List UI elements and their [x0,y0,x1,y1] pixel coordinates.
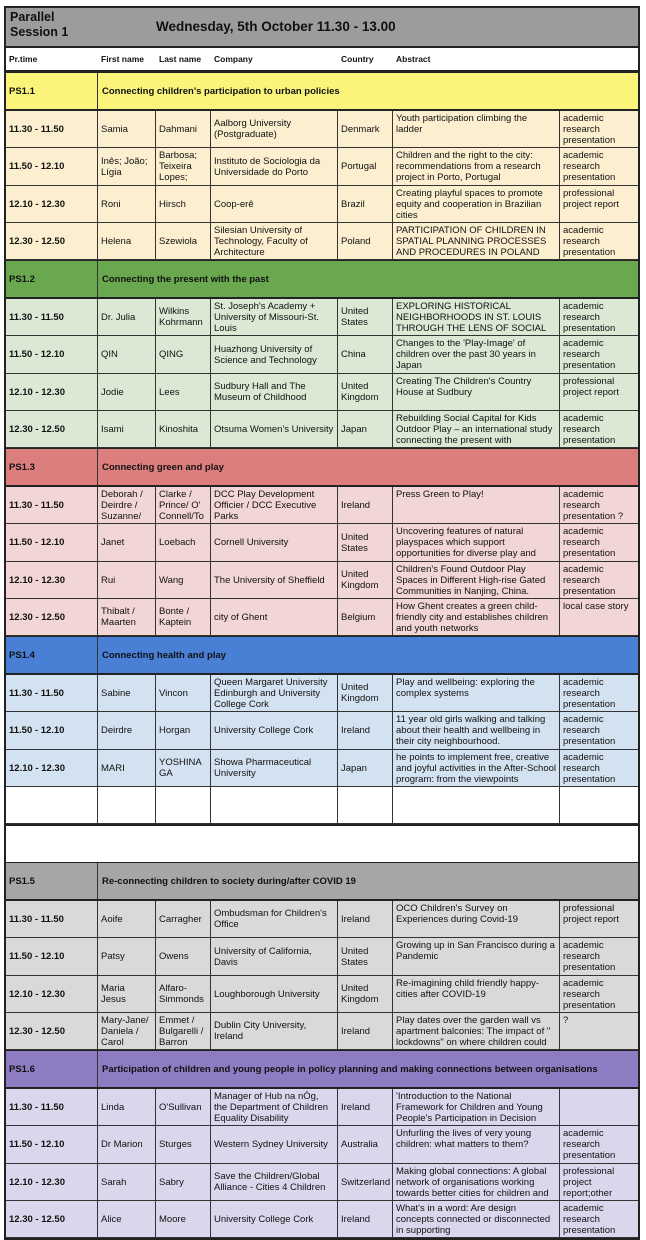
last-name-cell: Horgan [156,712,211,749]
table-row [6,1164,638,1201]
schedule-table [4,6,640,1240]
col-header-type [560,48,638,70]
presentation-type-cell: academic research presentation [563,526,616,559]
last-name-cell: Owens [156,938,211,975]
table-row [6,299,638,336]
time-cell: 12.30 - 12.50 [6,411,98,447]
first-name-cell: Dr. Julia [98,299,156,335]
abstract-cell: 'Introduction to the National Framework for Children and Young People's Participation in Decision [393,1089,560,1125]
col-header-country: Country [341,54,374,64]
country-cell: United Kingdom [338,976,393,1012]
time-cell: 11.50 - 12.10 [6,712,98,749]
table-row [6,1126,638,1164]
time-cell: 11.30 - 11.50 [6,111,98,147]
section-title: Re-connecting children to society during/after COVID 19 [102,875,356,887]
section-header [6,862,638,901]
last-name-cell: Moore [156,1201,211,1237]
first-name-cell: Sarah [98,1164,156,1200]
company-cell: Save the Children/Global Alliance - Cities 4 Children [211,1164,338,1200]
presentation-type-cell: academic research presentation [563,150,616,183]
table-row [6,901,638,938]
last-name-cell: Carragher [156,901,211,937]
abstract-cell: Uncovering features of natural playspaces which support opportunities for diverse play and [393,524,560,561]
empty-row [6,787,638,824]
time-cell: 12.10 - 12.30 [6,562,98,598]
company-cell: Aalborg University (Postgraduate) [211,111,338,147]
company-cell: Instituto de Sociologia da Universidade do Porto [211,148,338,185]
country-cell: China [338,336,393,373]
country-cell: Ireland [338,1089,393,1125]
abstract-cell: EXPLORING HISTORICAL NEIGHBORHOODS IN ST. LOUIS THROUGH THE LENS OF SOCIAL [393,299,560,335]
last-name-cell: Szewiola [156,223,211,259]
abstract-cell: Re-imagining child friendly happy-cities after COVID-19 [393,976,560,1012]
time-cell: 11.50 - 12.10 [6,524,98,561]
first-name-cell: Samia [98,111,156,147]
last-name-cell: Sturges [156,1126,211,1163]
abstract-cell: Changes to the 'Play-Image' of children over the past 30 years in Japan [393,336,560,373]
last-name-cell: Clarke / Prince/ O' Connell/To [156,487,211,523]
last-name-cell: Bonte / Kaptein [156,599,211,635]
country-cell: Japan [338,750,393,786]
presentation-type-cell: academic research presentation [563,714,616,747]
time-cell: 12.30 - 12.50 [6,1013,98,1049]
section-spacer [6,824,638,862]
company-cell: Showa Pharmaceutical University [211,750,338,786]
col-header-last-name: Last name [159,54,202,64]
time-cell: 11.50 - 12.10 [6,938,98,975]
last-name-cell: Barbosa; Teixeira Lopes; [156,148,211,185]
time-cell: 11.50 - 12.10 [6,1126,98,1163]
first-name-cell: Alice [98,1201,156,1237]
empty-cell [6,787,98,823]
last-name-cell: Hirsch [156,186,211,222]
presentation-type-cell: academic research presentation [563,940,616,973]
section-code: PS1.6 [6,1051,98,1087]
time-cell: 12.30 - 12.50 [6,223,98,259]
table-row [6,186,638,223]
abstract-cell: Youth participation climbing the ladder [393,111,560,147]
abstract-cell: Making global connections: A global network of organisations working towards better cities for children and [393,1164,560,1200]
company-cell: Ombudsman for Children's Office [211,901,338,937]
company-cell: University College Cork [211,1201,338,1237]
table-row [6,1201,638,1238]
table-row [6,111,638,148]
presentation-type-cell: academic research presentation [563,225,616,258]
abstract-cell: Press Green to Play! [393,487,560,523]
presentation-type-cell: ? [563,1015,569,1026]
table-row [6,1089,638,1126]
company-cell: Sudbury Hall and The Museum of Childhood [211,374,338,410]
time-cell: 11.50 - 12.10 [6,336,98,373]
presentation-type-cell: academic research presentation [563,978,616,1011]
country-cell: Ireland [338,901,393,937]
abstract-cell: Growing up in San Francisco during a Pandemic [393,938,560,975]
abstract-cell: PARTICIPATION OF CHILDREN IN SPATIAL PLANNING PROCESSES AND PROCEDURES IN POLAND [393,223,560,259]
company-cell: Queen Margaret University Edinburgh and University College Cork [211,675,338,711]
table-row [6,1013,638,1050]
presentation-type-cell: academic research presentation ? [563,489,624,522]
empty-cell [393,787,560,823]
country-cell: Japan [338,411,393,447]
country-cell: Australia [338,1126,393,1163]
country-cell: Ireland [338,712,393,749]
country-cell: United States [338,299,393,335]
table-row [6,336,638,374]
time-cell: 12.30 - 12.50 [6,1201,98,1237]
section-title: Connecting children's participation to urban policies [102,85,340,97]
company-cell: Loughborough University [211,976,338,1012]
first-name-cell: Helena [98,223,156,259]
first-name-cell: Sabine [98,675,156,711]
last-name-cell: Kinoshita [156,411,211,447]
first-name-cell: Deirdre [98,712,156,749]
presentation-type-cell [560,1089,638,1125]
company-cell: Dublin City University, Ireland [211,1013,338,1049]
presentation-type-cell: professional project report [563,188,619,210]
last-name-cell: Loebach [156,524,211,561]
session-label: Parallel Session 1 [10,10,69,39]
table-row [6,599,638,636]
company-cell: St. Joseph's Academy + University of Missouri-St. Louis [211,299,338,335]
empty-cell [560,787,638,823]
abstract-cell: What's in a word: Are design concepts connected or disconnected in supporting [393,1201,560,1237]
presentation-type-cell: academic research presentation [563,752,616,785]
company-cell: University of California, Davis [211,938,338,975]
presentation-type-cell: academic research presentation [563,338,616,371]
first-name-cell: Jodie [98,374,156,410]
last-name-cell: Wilkins Kohrmann [156,299,211,335]
time-cell: 12.10 - 12.30 [6,374,98,410]
table-row [6,976,638,1013]
abstract-cell: Rebuilding Social Capital for Kids Outdoor Play – an international study connecting the present with [393,411,560,447]
first-name-cell: Isami [98,411,156,447]
first-name-cell: Linda [98,1089,156,1125]
section-title: Connecting health and play [102,649,227,661]
table-row [6,750,638,787]
presentation-type-cell: professional project report [563,903,619,925]
section-title: Participation of children and young people in policy planning and making connections between organisations [102,1063,598,1075]
country-cell: United Kingdom [338,562,393,598]
col-header-first-name: First name [101,54,144,64]
first-name-cell: Thibalt / Maarten [98,599,156,635]
time-cell: 12.10 - 12.30 [6,976,98,1012]
time-cell: 12.10 - 12.30 [6,1164,98,1200]
section-title: Connecting the present with the past [102,273,269,285]
country-cell: Switzerland [338,1164,393,1200]
presentation-type-cell: academic research presentation [563,1128,616,1161]
abstract-cell: Play and wellbeing: exploring the complex systems [393,675,560,711]
abstract-cell: Play dates over the garden wall vs apartment balconies: The impact of " lockdowns" on where children could [393,1013,560,1049]
country-cell: United States [338,524,393,561]
country-cell: Ireland [338,1201,393,1237]
presentation-type-cell: academic research presentation [563,1203,616,1236]
col-header-time: Pr.time [9,54,38,64]
section-header [6,636,638,675]
country-cell: Belgium [338,599,393,635]
abstract-cell: Unfurling the lives of very young children: what matters to them? [393,1126,560,1163]
column-header-row [6,48,638,72]
table-row [6,487,638,524]
first-name-cell: Maria Jesus [98,976,156,1012]
col-header-abstract: Abstract [396,54,431,64]
company-cell: city of Ghent [211,599,338,635]
presentation-type-cell: academic research presentation [563,677,616,710]
country-cell: United Kingdom [338,675,393,711]
company-cell: Western Sydney University [211,1126,338,1163]
section-code: PS1.3 [6,449,98,485]
first-name-cell: Deborah / Deirdre / Suzanne/ [98,487,156,523]
company-cell: University College Cork [211,712,338,749]
time-cell: 11.30 - 11.50 [6,299,98,335]
last-name-cell: Wang [156,562,211,598]
section-header [6,1050,638,1089]
presentation-type-cell: academic research presentation [563,564,616,597]
table-row [6,148,638,186]
abstract-cell: Children and the right to the city: recommendations from a research project in Porto, Portugal [393,148,560,185]
first-name-cell: Dr Marion [98,1126,156,1163]
section-code: PS1.4 [6,637,98,673]
section-header [6,72,638,111]
country-cell: Denmark [338,111,393,147]
country-cell: Portugal [338,148,393,185]
col-header-company: Company [214,54,253,64]
first-name-cell: MARI [98,750,156,786]
company-cell: Huazhong University of Science and Technology [211,336,338,373]
country-cell: United States [338,938,393,975]
time-cell: 11.30 - 11.50 [6,1089,98,1125]
section-code: PS1.5 [6,863,98,899]
abstract-cell: OCO Children's Survey on Experiences during Covid-19 [393,901,560,937]
time-cell: 12.10 - 12.30 [6,750,98,786]
last-name-cell: Vincon [156,675,211,711]
company-cell: Coop-erê [211,186,338,222]
country-cell: United Kingdom [338,374,393,410]
abstract-cell: Creating The Children's Country House at Sudbury [393,374,560,410]
last-name-cell: Sabry [156,1164,211,1200]
first-name-cell: Patsy [98,938,156,975]
company-cell: DCC Play Development Officier / DCC Executive Parks [211,487,338,523]
presentation-type-cell: professional project report;other [563,1166,615,1199]
time-cell: 11.30 - 11.50 [6,487,98,523]
first-name-cell: Janet [98,524,156,561]
table-row [6,938,638,976]
last-name-cell: O'Sullivan [156,1089,211,1125]
empty-cell [98,787,156,823]
abstract-cell: he points to implement free, creative and joyful activities in the After-School program: from the viewpoints [393,750,560,786]
empty-cell [338,787,393,823]
time-cell: 11.30 - 11.50 [6,675,98,711]
empty-cell [211,787,338,823]
time-cell: 11.50 - 12.10 [6,148,98,185]
company-cell: Otsuma Women's University [211,411,338,447]
section-title: Connecting green and play [102,461,224,473]
table-row [6,411,638,448]
table-row [6,223,638,260]
abstract-cell: How Ghent creates a green child-friendly city and establishes children and youth networks [393,599,560,635]
page-title: Wednesday, 5th October 11.30 - 13.00 [156,19,396,34]
presentation-type-cell: academic research presentation [563,413,616,446]
company-cell: Cornell University [211,524,338,561]
table-row [6,374,638,411]
table-row [6,562,638,599]
first-name-cell: QIN [98,336,156,373]
table-row [6,524,638,562]
presentation-type-cell: professional project report [563,376,619,398]
country-cell: Poland [338,223,393,259]
abstract-cell: Children's Found Outdoor Play Spaces in Different High-rise Gated Communities in Nanjing, China. [393,562,560,598]
section-header [6,448,638,487]
abstract-cell: Creating playful spaces to promote equity and cooperation in Brazilian cities [393,186,560,222]
abstract-cell: 11 year old girls walking and talking about their health and wellbeing in their city neighbourhood. [393,712,560,749]
company-cell: The University of Sheffield [211,562,338,598]
first-name-cell: Rui [98,562,156,598]
last-name-cell: Alfaro-Simmonds [156,976,211,1012]
country-cell: Ireland [338,1013,393,1049]
last-name-cell: QING [156,336,211,373]
title-row [6,8,638,48]
last-name-cell: YOSHINA GA [156,750,211,786]
section-code: PS1.1 [6,73,98,109]
country-cell: Brazil [338,186,393,222]
last-name-cell: Emmet / Bulgarelli / Barron [156,1013,211,1049]
country-cell: Ireland [338,487,393,523]
last-name-cell: Dahmani [156,111,211,147]
last-name-cell: Lees [156,374,211,410]
table-row [6,675,638,712]
time-cell: 11.30 - 11.50 [6,901,98,937]
first-name-cell: Aoife [98,901,156,937]
time-cell: 12.10 - 12.30 [6,186,98,222]
first-name-cell: Mary-Jane/ Daniela / Carol [98,1013,156,1049]
presentation-type-cell: academic research presentation [563,301,616,334]
company-cell: Silesian University of Technology, Faculty of Architecture [211,223,338,259]
time-cell: 12.30 - 12.50 [6,599,98,635]
first-name-cell: Inês; João; Lígia [98,148,156,185]
company-cell: Manager of Hub na nÓg, the Department of Children Equality Disability [211,1089,338,1125]
presentation-type-cell: local case story [563,601,629,612]
empty-cell [156,787,211,823]
section-header [6,260,638,299]
first-name-cell: Roni [98,186,156,222]
table-row [6,712,638,750]
presentation-type-cell: academic research presentation [563,113,616,146]
sections-container [6,72,638,1238]
section-code: PS1.2 [6,261,98,297]
